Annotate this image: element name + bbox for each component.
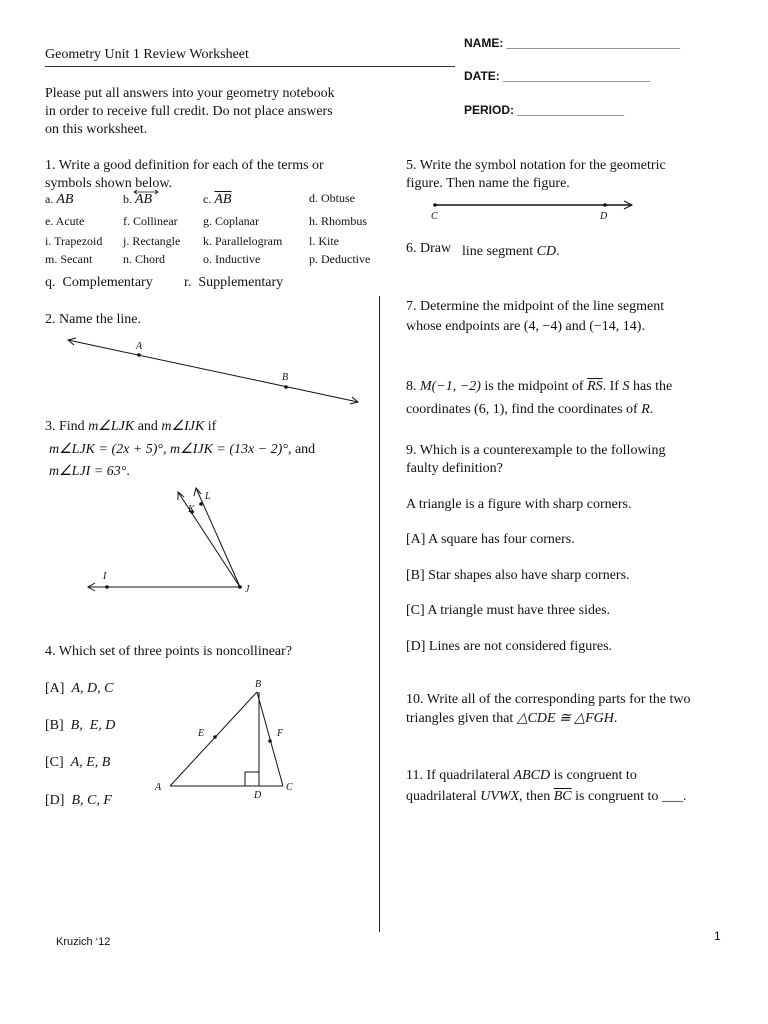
- q8-text: is the midpoint of: [480, 379, 588, 394]
- term-letter: n.: [123, 252, 132, 266]
- point-e: [213, 735, 217, 739]
- term-text: Rhombus: [321, 214, 368, 228]
- q7-line: whose endpoints are (4, −4) and (−14, 14).: [406, 319, 645, 334]
- q1-terms-grid: [45, 192, 385, 272]
- q8-text: .: [649, 402, 654, 417]
- term-letter: k.: [203, 234, 212, 248]
- q3-equation3: [49, 463, 130, 481]
- term-h: [309, 214, 367, 229]
- worksheet-title: Geometry Unit 1 Review Worksheet: [45, 47, 249, 62]
- point-j-label: J: [245, 584, 250, 595]
- term-text: Inductive: [215, 252, 261, 266]
- instructions-line: Please put all answers into your geometry notebook: [45, 86, 335, 101]
- q11-blank: ___.: [661, 789, 687, 804]
- q10-text: .: [613, 711, 618, 726]
- term-text: Acute: [55, 214, 85, 228]
- term-c: [203, 192, 231, 207]
- q3-angle1: m∠LJK: [88, 419, 135, 434]
- instructions-line: on this worksheet.: [45, 122, 148, 137]
- option-text: A, D, C: [71, 681, 114, 696]
- q3-text: and: [134, 419, 162, 434]
- point-e-label: E: [198, 728, 205, 739]
- point-l-label: L: [205, 491, 211, 502]
- term-letter: d.: [309, 191, 318, 205]
- q8-line1: [406, 378, 672, 396]
- term-letter: e.: [45, 214, 54, 228]
- point-a-label: A: [136, 341, 143, 352]
- q3-prompt: [45, 418, 216, 436]
- q8-text: . If: [602, 379, 623, 394]
- option-tag: [C]: [45, 755, 64, 770]
- term-o: [203, 252, 260, 267]
- term-g: [203, 214, 259, 229]
- term-letter: o.: [203, 252, 212, 266]
- point-f: [268, 739, 272, 743]
- q10-line1: 10. Write all of the corresponding parts for the two: [406, 692, 691, 707]
- term-text: $\overline{AB}$: [214, 192, 232, 207]
- q5-prompt-line: 5. Write the symbol notation for the geometric: [406, 158, 666, 173]
- q6-prompt: [406, 240, 451, 258]
- q11-quad: UVWX: [480, 789, 520, 804]
- point-i-label: I: [103, 571, 107, 582]
- q9-option-a[interactable]: [A] A square has four corners.: [406, 532, 575, 547]
- point-a-label: A: [155, 782, 162, 793]
- point-b: [284, 385, 288, 389]
- term-n: [123, 252, 165, 267]
- q5-prompt: [406, 157, 666, 193]
- q3-angle-figure: [82, 482, 262, 602]
- q11-text: quadrilateral: [406, 789, 481, 804]
- option-tag: [B]: [45, 718, 64, 733]
- q3-text: 3. Find: [45, 419, 89, 434]
- q4-option-d[interactable]: [45, 792, 112, 810]
- page-number: 1: [714, 929, 721, 943]
- term-e: [45, 214, 84, 229]
- term-letter: c.: [203, 192, 212, 206]
- q6-segment: CD: [536, 244, 557, 259]
- q11-text: is congruent to: [571, 789, 662, 804]
- term-f: [123, 214, 178, 229]
- term-b: [123, 192, 152, 207]
- q9-line: 9. Which is a counterexample to the following: [406, 443, 666, 458]
- q2-prompt: 2. Name the line.: [45, 312, 142, 327]
- q3-angle2: m∠IJK: [161, 419, 205, 434]
- q2-line-figure: [60, 332, 365, 412]
- term-text: AB: [56, 192, 74, 207]
- term-m: [45, 252, 92, 267]
- point-b-label: B: [282, 372, 289, 383]
- point-k-label: K: [188, 504, 195, 515]
- q8-text: 8.: [406, 379, 420, 394]
- q4-triangle-figure: [148, 675, 308, 805]
- q3-eq2: m∠IJK = (13x − 2)°: [170, 442, 288, 457]
- point-c-label: C: [431, 211, 438, 222]
- term-text: Parallelogram: [215, 234, 283, 248]
- q8-point: S: [622, 379, 630, 394]
- q8-text: coordinates (6, 1), find the coordinates of: [406, 402, 642, 417]
- q8-midpoint: M(−1, −2): [420, 379, 481, 394]
- term-i: [45, 234, 102, 249]
- title-underline: [45, 66, 455, 67]
- term-text: Deductive: [321, 252, 371, 266]
- term-letter: g.: [203, 214, 212, 228]
- q6-text: 6. Draw: [406, 241, 452, 256]
- q7-prompt: [406, 298, 664, 336]
- q8-segment: $\overline{RS}$: [587, 379, 603, 394]
- term-r: r. Supplementary: [184, 275, 284, 290]
- term-text: Rectangle: [132, 234, 181, 248]
- point-c: [433, 203, 437, 207]
- q11-text: 11. If quadrilateral: [406, 768, 514, 783]
- period-field[interactable]: PERIOD: ________________: [464, 103, 625, 117]
- option-tag: [D]: [45, 793, 65, 808]
- term-d: [309, 191, 355, 206]
- term-text: Obtuse: [321, 191, 355, 205]
- q9-option-d[interactable]: [D] Lines are not considered figures.: [406, 639, 613, 654]
- term-j: [123, 234, 180, 249]
- q10-congruence: △CDE ≅ △FGH: [516, 711, 614, 726]
- q1-prompt-line: symbols shown below.: [45, 176, 173, 191]
- q3-text: if: [204, 419, 217, 434]
- column-divider: [379, 296, 380, 932]
- point-b-label: B: [255, 679, 262, 690]
- point-c-label: C: [286, 782, 293, 793]
- term-text: Trapezoid: [54, 234, 103, 248]
- date-field[interactable]: DATE: ______________________: [464, 69, 650, 83]
- term-letter: b.: [123, 192, 132, 206]
- point-f-label: F: [277, 728, 284, 739]
- term-letter: p.: [309, 252, 318, 266]
- point-l: [199, 502, 203, 506]
- q8-point: R: [641, 402, 650, 417]
- q4-prompt: 4. Which set of three points is noncollinear?: [45, 644, 293, 659]
- q1-prompt: [45, 157, 324, 193]
- q5-ray-figure: [425, 198, 640, 224]
- q11-text: is congruent to: [550, 768, 637, 783]
- q9-line: faulty definition?: [406, 461, 503, 476]
- term-text: AB: [135, 192, 153, 207]
- q11-text: , then: [519, 789, 554, 804]
- term-k: [203, 234, 282, 249]
- term-text: Collinear: [133, 214, 178, 228]
- point-j: [238, 585, 242, 589]
- q10-text: triangles given that: [406, 711, 517, 726]
- instructions: [45, 85, 335, 139]
- q3-text: .: [126, 464, 130, 479]
- point-i: [105, 585, 109, 589]
- term-letter: l.: [309, 234, 316, 248]
- term-text: Secant: [60, 252, 93, 266]
- q4-option-c[interactable]: [45, 754, 110, 772]
- point-a: [137, 353, 141, 357]
- q10-line2: [406, 710, 617, 728]
- point-d-label: D: [600, 211, 608, 222]
- q8-text: has the: [629, 379, 673, 394]
- term-letter: h.: [309, 214, 318, 228]
- q6-text: line segment: [462, 244, 537, 259]
- term-l: [309, 234, 339, 249]
- q3-equations: m∠LJK = (2x + 5)°, m∠IJK = (13x − 2)°, and: [49, 442, 316, 457]
- term-text: Coplanar: [215, 214, 259, 228]
- option-text: B, C, F: [71, 793, 112, 808]
- term-text: Chord: [135, 252, 165, 266]
- point-d: [603, 203, 607, 207]
- term-a: [45, 192, 73, 207]
- term-letter: m.: [45, 252, 58, 266]
- q8-line2: [406, 401, 653, 419]
- term-letter: f.: [123, 214, 130, 228]
- q9-option-c[interactable]: [C] A triangle must have three sides.: [406, 603, 611, 618]
- term-letter: j.: [123, 234, 130, 248]
- option-text: B, E, D: [70, 718, 116, 733]
- footer-author: Kruzich ‘12: [56, 936, 111, 948]
- line-symbol-icon: [133, 189, 159, 195]
- q3-text: , and: [287, 442, 316, 457]
- instructions-line: in order to receive full credit. Do not place answers: [45, 104, 333, 119]
- name-field[interactable]: NAME: __________________________: [464, 36, 681, 50]
- q6-prompt-rest: [462, 243, 560, 261]
- q4-option-a[interactable]: [45, 680, 113, 698]
- q11-segment: $\overline{BC}$: [553, 789, 572, 804]
- point-d-label: D: [254, 790, 262, 801]
- q9-option-b[interactable]: [B] Star shapes also have sharp corners.: [406, 568, 630, 583]
- q1-prompt-line: 1. Write a good definition for each of the terms or: [45, 158, 324, 173]
- term-q: q. Complementary: [45, 275, 153, 290]
- term-letter: i.: [45, 234, 52, 248]
- term-text: Kite: [318, 234, 340, 248]
- q6-text: .: [556, 244, 560, 259]
- option-text: A, E, B: [70, 755, 111, 770]
- q11-quad: ABCD: [513, 768, 551, 783]
- q4-option-b[interactable]: [45, 717, 115, 735]
- term-letter: a.: [45, 192, 54, 206]
- option-tag: [A]: [45, 681, 65, 696]
- q11-line1: [406, 767, 637, 785]
- q9-statement: A triangle is a figure with sharp corners.: [406, 497, 632, 512]
- q9-prompt: [406, 442, 665, 478]
- term-p: [309, 252, 370, 267]
- q3-eq3: m∠LJI = 63°: [49, 464, 127, 479]
- q11-line2: [406, 788, 686, 806]
- q7-line: 7. Determine the midpoint of the line segment: [406, 299, 665, 314]
- q3-eq1: m∠LJK = (2x + 5)°: [49, 442, 164, 457]
- q5-prompt-line: figure. Then name the figure.: [406, 176, 570, 191]
